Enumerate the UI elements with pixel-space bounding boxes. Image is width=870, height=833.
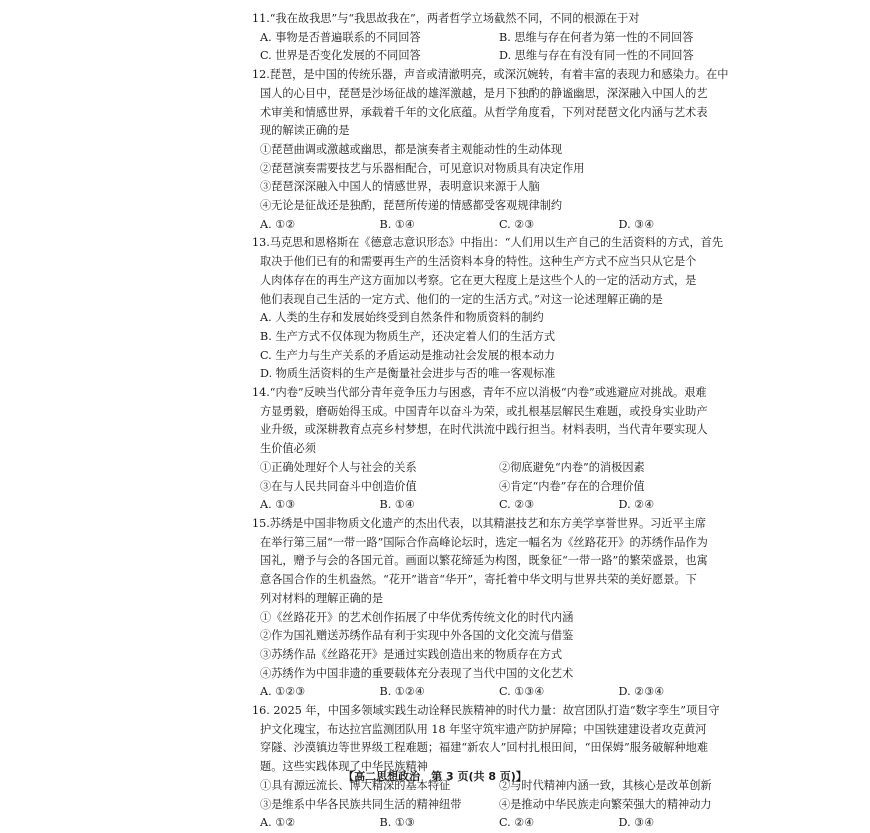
options-grid [252, 216, 738, 235]
statement-1: ①《丝路花开》的艺术创作拓展了中华优秀传统文化的时代内涵 [260, 610, 574, 624]
option-d[interactable]: D. ③④ [618, 217, 655, 231]
question-stem-line: 列对材料的理解正确的是 [260, 591, 384, 605]
option-d[interactable]: D. ②③④ [618, 685, 665, 699]
question-stem-line: 13.马克思和恩格斯在《德意志意识形态》中指出：“人们用以生产自己的生活资料的方式，首先 [252, 236, 724, 250]
option-c[interactable]: C. 世界是否变化发展的不同回答 [260, 49, 421, 63]
statement-1: ①琵琶曲调或激越或幽思，都是演奏者主观能动性的生动体现 [260, 142, 563, 156]
question-stem-line: 12.琵琶，是中国的传统乐器，声音或清澈明亮，或深沉婉转，有着丰富的表现力和感染力。在中 [252, 68, 729, 82]
page-footer: 【高二思想政治 第 3 页(共 8 页)】 [343, 770, 527, 783]
question-stem-line: 取决于他们已有的和需要再生产的生活资料本身的特性。这种生产方式不应当只从它是个 [260, 255, 697, 269]
option-c[interactable]: C. ②③ [499, 498, 535, 512]
question-stem-line: 穿隧、沙漠镇边等世界级工程难题；福建“新农人”回村扎根田间，“田保姆”服务破解种地难 [260, 741, 709, 755]
option-d[interactable]: D. 物质生活资料的生产是衡量社会进步与否的唯一客观标准 [260, 367, 556, 381]
option-b[interactable]: B. ①②④ [379, 685, 425, 699]
options-grid [252, 29, 738, 66]
question-stem: 11.“我在故我思”与“我思故我在”，两者哲学立场截然不同，不同的根源在于对 [252, 12, 640, 25]
statement-2: ②作为国礼赠送苏绣作品有利于实现中外各国的文化交流与借鉴 [260, 629, 574, 643]
question-stem-line: 术审美和情感世界，承载着千年的文化底蕴。从哲学角度看，下列对琵琶文化内涵与艺术表 [260, 105, 708, 119]
statement-3: ③是维系中华各民族共同生活的精神纽带 [260, 797, 462, 811]
option-c[interactable]: C. ②③ [499, 217, 535, 231]
option-a[interactable]: A. ①②③ [260, 685, 306, 699]
option-a[interactable]: A. 人类的生存和发展始终受到自然条件和物质资料的制约 [260, 311, 544, 325]
question-stem-line: 生价值必须 [260, 442, 316, 456]
question-stem-line: 在举行第三届“一带一路”国际合作高峰论坛时，选定一幅名为《丝路花开》的苏绣作品作为 [260, 535, 708, 549]
question-stem-line: 他们表现自己生活的一定方式、他们的一定的生活方式。”对这一论述理解正确的是 [260, 292, 663, 306]
statement-2: ②琵琶演奏需要技艺与乐器相配合，可见意识对物质具有决定作用 [260, 161, 585, 175]
option-a[interactable]: A. ①② [260, 217, 296, 231]
statement-4: ④苏绣作为中国非遗的重要载体充分表现了当代中国的文化艺术 [260, 666, 574, 680]
option-b[interactable]: B. ①③ [379, 816, 415, 830]
question-11 [252, 10, 738, 66]
option-a[interactable]: A. 事物是否普遍联系的不同回答 [260, 30, 421, 44]
question-stem-line: 意各国合作的生机盎然。“花开”谐音“华开”，寄托着中华文明与世界共荣的美好愿景。下 [260, 573, 697, 587]
question-stem-line: 15.苏绣是中国非物质文化遗产的杰出代表，以其精湛技艺和东方美学享誉世界。习近平主席 [252, 516, 707, 530]
question-stem-line: 方显勇毅，磨砺始得玉成。中国青年以奋斗为荣，或扎根基层解民生难题，或投身实业助产 [260, 404, 708, 418]
statement-4: ④无论是征战还是独酌，琵琶所传递的情感都受客观规律制约 [260, 199, 563, 213]
statement-3: ③苏绣作品《丝路花开》是通过实践创造出来的物质存在方式 [260, 647, 563, 661]
statements-grid [252, 459, 738, 496]
question-stem-line: 16. 2025 年，中国多领域实践生动诠释民族精神的时代力量：故宫团队打造“数字孪生”项目守 [252, 704, 720, 718]
option-d[interactable]: D. ②④ [618, 498, 655, 512]
question-12 [252, 66, 738, 234]
question-stem-line: 国礼，赠予与会的各国元首。画面以繁花缔延为构图，既象征“一带一路”的繁荣盛景，也寓 [260, 554, 708, 568]
question-stem-line: 现的解读正确的是 [260, 124, 350, 138]
option-c[interactable]: C. ②④ [499, 816, 535, 830]
option-b[interactable]: B. ①④ [379, 498, 415, 512]
question-stem-line: 题。这些实践体现了中华民族精神 [260, 760, 428, 774]
question-14 [252, 384, 738, 515]
statement-1: ①具有源远流长、博大精深的基本特征 [260, 778, 451, 792]
question-13 [252, 234, 738, 384]
statement-3: ③琵琶深深融入中国人的情感世界，表明意识来源于人脑 [260, 180, 540, 194]
option-a[interactable]: A. ①③ [260, 498, 296, 512]
option-c[interactable]: C. 生产力与生产关系的矛盾运动是推动社会发展的根本动力 [260, 348, 555, 362]
option-b[interactable]: B. 思维与存在何者为第一性的不同回答 [499, 30, 694, 44]
statement-2: ②与时代精神内涵一致，其核心是改革创新 [499, 778, 712, 792]
option-a[interactable]: A. ①② [260, 816, 296, 830]
option-b[interactable]: B. ①④ [379, 217, 415, 231]
question-stem-line: 人肉体存在的再生产这方面加以考察。它在更大程度上是这些个人的一定的活动方式，是 [260, 273, 697, 287]
question-stem-line: 护文化瑰宝，布达拉宫监测团队用 18 年坚守筑牢遗产防护屏障；中国铁建建设者攻克黄河 [260, 722, 707, 736]
option-c[interactable]: C. ①③④ [499, 685, 545, 699]
statement-3: ③在与人民共同奋斗中创造价值 [260, 479, 417, 493]
question-stem-line: 业升级，或深耕教育点亮乡村梦想，在时代洪流中践行担当。材料表明，当代青年要实现人 [260, 423, 708, 437]
question-stem-line: 14.“内卷”反映当代部分青年竞争压力与困惑，青年不应以消极“内卷”或逃避应对挑战。艰难 [252, 386, 707, 400]
exam-page [252, 10, 738, 833]
option-d[interactable]: D. ③④ [618, 816, 655, 830]
options-grid [252, 814, 738, 833]
option-d[interactable]: D. 思维与存在有没有同一性的不同回答 [499, 49, 694, 63]
options-grid [252, 496, 738, 515]
statement-2: ②彻底避免“内卷”的消极因素 [499, 460, 645, 474]
question-stem-line: 国人的心目中，琵琶是沙场征战的雄浑激越，是月下独酌的静谧幽思，深深融入中国人的艺 [260, 86, 708, 100]
statement-4: ④肯定“内卷”存在的合理价值 [499, 479, 645, 493]
question-15 [252, 515, 738, 702]
option-b[interactable]: B. 生产方式不仅体现为物质生产，还决定着人们的生活方式 [260, 329, 556, 343]
statement-1: ①正确处理好个人与社会的关系 [260, 460, 417, 474]
options-grid [252, 683, 738, 702]
statement-4: ④是推动中华民族走向繁荣强大的精神动力 [499, 797, 712, 811]
